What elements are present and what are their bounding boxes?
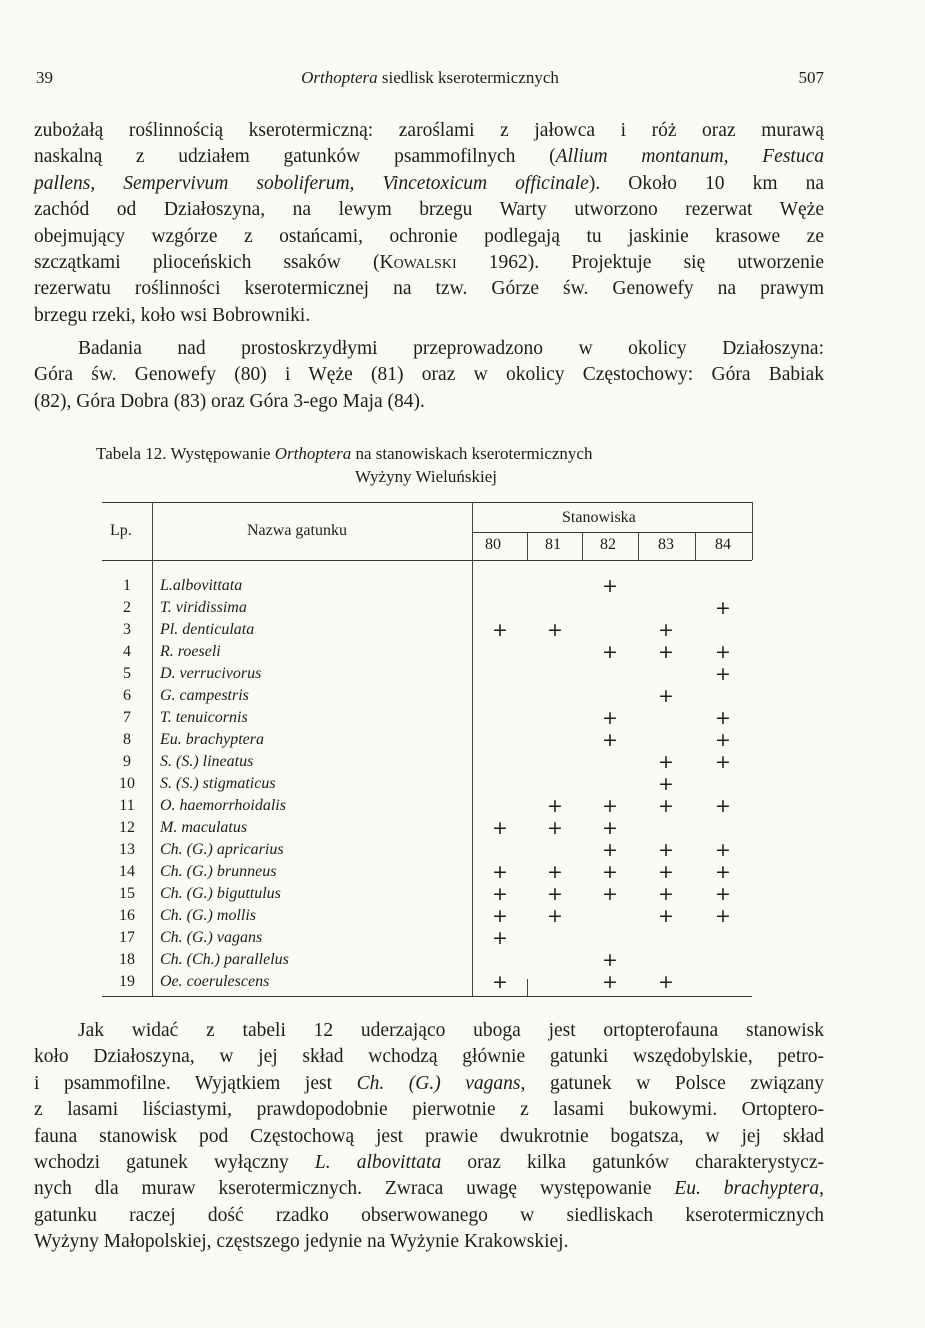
author-name: Kowalski [379, 251, 457, 273]
text-run: wchodzi gatunek wyłączny [34, 1151, 315, 1173]
species-name: Ch. (Ch.) parallelus [160, 951, 289, 968]
presence-mark: + [658, 971, 674, 993]
text-line: brzegu rzeki, koło wsi Bobrowniki. [34, 304, 311, 326]
presence-mark: + [492, 619, 508, 641]
text-line: obejmujący wzgórze z ostańcami, ochronie podlegają tu jaskinie krasowe ze [34, 225, 824, 247]
species-name: Pl. denticulata [160, 621, 255, 638]
species-name: L. albovittata [314, 1151, 442, 1173]
presence-mark: + [492, 971, 508, 993]
running-title-rest: siedlisk kserotermicznych [381, 68, 559, 87]
species-name: T. viridissima [160, 599, 247, 616]
table-bottom-rule [102, 996, 752, 997]
species-name: Oe. coerulescens [160, 973, 270, 990]
species-name: Ch. (G.) mollis [160, 907, 256, 924]
species-name: Eu. brachyptera [674, 1178, 820, 1200]
row-number: 6 [123, 687, 131, 704]
presence-mark: + [547, 619, 563, 641]
presence-mark: + [602, 795, 618, 817]
header-site-84: 84 [715, 536, 731, 553]
presence-mark: + [658, 751, 674, 773]
row-number: 9 [123, 753, 131, 770]
sites-header-rule [472, 532, 752, 533]
header-sites: Stanowiska [562, 509, 636, 526]
table-row [102, 885, 752, 907]
species-name: M. maculatus [160, 819, 248, 836]
presence-mark: + [658, 795, 674, 817]
running-title-italic: Orthoptera [301, 68, 378, 87]
caption-italic: Orthoptera [274, 444, 352, 463]
table-row [102, 951, 752, 973]
presence-mark: + [658, 861, 674, 883]
text-run: , [819, 1178, 824, 1200]
text-run: 1962). Projektuje się utworzenie [456, 251, 824, 273]
presence-mark: + [547, 905, 563, 927]
text-line: koło Działoszyna, w jej skład wchodzą głównie gatunki wszędobylskie, petro- [34, 1046, 824, 1068]
table-row [102, 731, 752, 753]
row-number: 10 [119, 775, 135, 792]
text-line [34, 250, 824, 276]
presence-mark: + [547, 883, 563, 905]
header-species-name: Nazwa gatunku [247, 522, 347, 539]
text-line [34, 144, 824, 170]
row-number: 17 [119, 929, 135, 946]
presence-mark: + [547, 861, 563, 883]
row-number: 15 [119, 885, 135, 902]
table-row [102, 929, 752, 951]
row-number: 5 [123, 665, 131, 682]
row-number: 12 [119, 819, 135, 836]
presence-mark: + [602, 729, 618, 751]
species-name: S. (S.) stigmaticus [160, 775, 276, 792]
text-run: szczątkami plioceńskich ssaków ( [34, 251, 380, 273]
species-name: pallens, Sempervivum soboliferum, Vincetoxicum officinale [34, 172, 589, 194]
table-row [102, 819, 752, 841]
row-number: 13 [119, 841, 135, 858]
page-number-left: 39 [36, 68, 53, 87]
presence-mark: + [715, 597, 731, 619]
presence-mark: + [547, 795, 563, 817]
species-name: T. tenuicornis [160, 709, 248, 726]
text-line: rezerwatu roślinności kserotermicznej na tzw. Górze św. Genowefy na prawym [34, 278, 824, 300]
paragraph-3 [34, 1018, 824, 1256]
presence-mark: + [602, 575, 618, 597]
presence-mark: + [715, 729, 731, 751]
presence-mark: + [492, 861, 508, 883]
table-row [102, 797, 752, 819]
presence-mark: + [492, 883, 508, 905]
species-name: D. verrucivorus [160, 665, 262, 682]
text-line: Badania nad prostoskrzydłymi przeprowadzono w okolicy Działoszyna: [78, 338, 824, 359]
table-row [102, 621, 752, 643]
text-line: Jak widać z tabeli 12 uderzająco uboga jest ortopterofauna stanowisk [78, 1020, 824, 1041]
presence-mark: + [492, 927, 508, 949]
presence-mark: + [492, 817, 508, 839]
column-divider [527, 532, 528, 560]
species-name: Ch. (G.) biguttulus [160, 885, 281, 902]
text-run: nych dla muraw kserotermicznych. Zwraca uwagę występowanie [34, 1178, 675, 1200]
text-line: Góra św. Genowefy (80) i Węże (81) oraz w okolicy Częstochowy: Góra Babiak [34, 364, 824, 386]
caption-line-1 [96, 442, 756, 465]
caption-line-2: Wyżyny Wieluńskiej [355, 467, 497, 486]
text-line [34, 1150, 824, 1176]
text-line: z lasami liściastymi, prawdopodobnie pierwotnie z lasami bukowymi. Ortoptero- [34, 1099, 824, 1121]
text-line: Wyżyny Małopolskiej, częstszego jedynie na Wyżynie Krakowskiej. [34, 1231, 569, 1253]
presence-mark: + [715, 883, 731, 905]
table-row [102, 665, 752, 687]
row-number: 11 [119, 797, 135, 814]
paragraph-1 [34, 118, 824, 329]
table-row [102, 599, 752, 621]
presence-mark: + [658, 905, 674, 927]
species-name: R. roeseli [160, 643, 221, 660]
presence-mark: + [547, 817, 563, 839]
presence-mark: + [602, 641, 618, 663]
row-number: 19 [119, 973, 135, 990]
text-line: fauna stanowisk pod Częstochową jest prawie dwukrotnie bogatsza, w jej skład [34, 1125, 824, 1147]
presence-mark: + [715, 839, 731, 861]
column-divider [695, 532, 696, 560]
text-line: gatunku raczej dość rzadko obserwowanego w siedliskach kserotermicznych [34, 1204, 824, 1226]
header-site-83: 83 [658, 536, 674, 553]
presence-mark: + [492, 905, 508, 927]
presence-mark: + [602, 883, 618, 905]
table-row [102, 907, 752, 929]
species-name: Ch. (G.) vagans [356, 1072, 521, 1094]
text-run: , gatunek w Polsce związany [520, 1072, 824, 1094]
text-line [34, 1176, 824, 1202]
header-bottom-rule [102, 560, 752, 561]
presence-mark: + [658, 685, 674, 707]
presence-mark: + [658, 883, 674, 905]
species-name: Allium montanum, Festuca [555, 146, 825, 168]
column-divider [582, 532, 583, 560]
presence-mark: + [658, 839, 674, 861]
row-number: 3 [123, 621, 131, 638]
presence-mark: + [602, 971, 618, 993]
table-row [102, 577, 752, 599]
presence-mark: + [602, 949, 618, 971]
header-site-80: 80 [485, 536, 501, 553]
table-row [102, 841, 752, 863]
species-name: Ch. (G.) brunneus [160, 863, 277, 880]
text-line: zubożałą roślinnością kserotermiczną: zaroślami z jałowca i róż oraz murawą [34, 120, 824, 141]
text-run: naskalną z udziałem gatunków psammofilnych ( [34, 146, 556, 168]
row-number: 8 [123, 731, 131, 748]
table-row [102, 687, 752, 709]
table-top-rule [102, 502, 752, 503]
presence-mark: + [715, 861, 731, 883]
running-title [36, 68, 824, 88]
presence-mark: + [715, 905, 731, 927]
text-line: zachód od Działoszyna, na lewym brzegu Warty utworzono rezerwat Węże [34, 199, 824, 221]
presence-mark: + [715, 641, 731, 663]
species-name: Eu. brachyptera [160, 731, 264, 748]
text-line [34, 1071, 824, 1097]
species-name: G. campestris [160, 687, 249, 704]
running-head [36, 68, 824, 92]
species-name: L.albovittata [160, 577, 243, 594]
presence-mark: + [715, 663, 731, 685]
page-number-right: 507 [798, 68, 824, 87]
row-number: 7 [123, 709, 131, 726]
table-row [102, 753, 752, 775]
presence-mark: + [715, 751, 731, 773]
row-number: 14 [119, 863, 135, 880]
column-divider [752, 502, 753, 560]
row-number: 1 [123, 577, 131, 594]
column-divider [638, 532, 639, 560]
species-name: Ch. (G.) apricarius [160, 841, 284, 858]
table-row [102, 775, 752, 797]
text-run: i psammofilne. Wyjątkiem jest [34, 1072, 357, 1094]
presence-mark: + [658, 619, 674, 641]
presence-mark: + [602, 839, 618, 861]
presence-mark: + [658, 773, 674, 795]
paragraph-2 [34, 336, 824, 415]
text-run: ). Około 10 km na [588, 172, 824, 194]
text-run: oraz kilka gatunków charakterystycz- [441, 1151, 824, 1173]
species-name: O. haemorrhoidalis [160, 797, 286, 814]
presence-mark: + [602, 817, 618, 839]
presence-mark: + [602, 861, 618, 883]
header-site-82: 82 [600, 536, 616, 553]
row-number: 2 [123, 599, 131, 616]
table-row [102, 643, 752, 665]
row-number: 16 [119, 907, 135, 924]
table-caption [96, 442, 756, 488]
table-row [102, 709, 752, 731]
presence-mark: + [658, 641, 674, 663]
presence-mark: + [715, 795, 731, 817]
table-row [102, 863, 752, 885]
species-name: Ch. (G.) vagans [160, 929, 263, 946]
species-name: S. (S.) lineatus [160, 753, 254, 770]
row-number: 18 [119, 951, 135, 968]
presence-mark: + [715, 707, 731, 729]
caption-suffix: na stanowiskach kserotermicznych [351, 444, 593, 463]
table-row [102, 973, 752, 995]
header-site-81: 81 [545, 536, 561, 553]
text-line: (82), Góra Dobra (83) oraz Góra 3-ego Maja (84). [34, 390, 425, 412]
caption-prefix: Tabela 12. Występowanie [96, 444, 275, 463]
header-lp: Lp. [110, 522, 132, 539]
text-line [34, 171, 824, 197]
row-number: 4 [123, 643, 131, 660]
presence-mark: + [602, 707, 618, 729]
